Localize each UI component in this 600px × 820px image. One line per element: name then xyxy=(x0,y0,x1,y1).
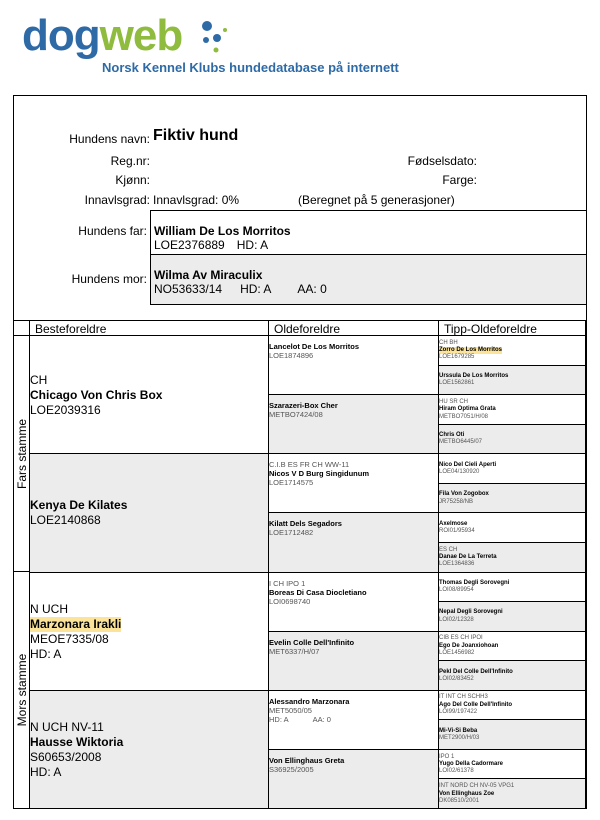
health-line xyxy=(269,715,438,724)
gen3-cell[interactable] xyxy=(439,366,586,396)
title-line: ES CH xyxy=(439,546,458,553)
title-line: N UCH NV-11 xyxy=(30,719,104,734)
sire-hd: HD: A xyxy=(236,238,269,252)
reg-number: LOI02/61378 xyxy=(439,768,474,775)
title-line: I CH IPO 1 xyxy=(269,578,306,588)
dam-label: Hundens mor: xyxy=(71,272,147,286)
dog-name-link[interactable]: Danae De La Terreta xyxy=(439,554,497,561)
reg-number: METBO7051/H/08 xyxy=(439,413,489,420)
gen2-cell[interactable] xyxy=(269,691,439,750)
dog-name-link[interactable]: Ego De Joanxiohoan xyxy=(439,642,499,649)
reg-number: LOI0698740 xyxy=(269,596,311,606)
title-line: C.I.B ES FR CH WW-11 xyxy=(269,460,350,470)
reg-number: LOI08/89954 xyxy=(439,587,474,594)
cell-content xyxy=(30,373,268,418)
dog-name-link[interactable]: Ago Del Colle Dell'Infinito xyxy=(439,701,513,708)
reg-number: LOE1712482 xyxy=(269,528,314,538)
dog-name-link[interactable]: Nepal Degli Sorovegni xyxy=(439,609,503,616)
aa-value: AA: 0 xyxy=(312,714,331,724)
cell-content xyxy=(439,635,585,657)
reg-number: MET2900/H/03 xyxy=(439,735,480,742)
title-line: CIB ES CH IPOI xyxy=(439,635,483,642)
cell-content xyxy=(439,728,585,743)
hd-value: HD: A xyxy=(30,764,62,779)
dog-name-link[interactable]: Von Ellinghaus Greta xyxy=(269,755,345,765)
dog-name-link[interactable]: Zorro De Los Morritos xyxy=(439,347,503,354)
gen3-cell[interactable] xyxy=(439,484,586,514)
title-line: CH BH xyxy=(439,339,458,346)
dog-name-link[interactable]: Hausse Wiktoria xyxy=(30,734,124,749)
inbreeding-note: (Beregnet på 5 generasjoner) xyxy=(298,193,455,207)
dam-side-label: Mors stamme xyxy=(14,653,29,727)
dog-name-link[interactable]: Nicos V D Burg Singidunum xyxy=(269,469,370,479)
sire-reg: LOE2376889 xyxy=(154,238,225,252)
title-line: N UCH xyxy=(30,601,68,616)
cell-content xyxy=(269,401,438,419)
hd-value: HD: A xyxy=(30,646,62,661)
cell-content xyxy=(439,340,585,362)
dam-aa: AA: 0 xyxy=(297,282,327,296)
cell-content xyxy=(439,694,585,716)
dogweb-logo[interactable] xyxy=(22,10,442,80)
header-great-great-grandparents: Tipp-Oldeforeldre xyxy=(439,320,586,336)
cell-content xyxy=(269,342,438,360)
dam-box[interactable] xyxy=(150,254,587,305)
title-line: IT INT CH SCHH3 xyxy=(439,694,488,701)
gen3-cell[interactable] xyxy=(439,661,586,691)
cell-content xyxy=(30,498,268,528)
header-great-grandparents: Oldeforeldre xyxy=(269,320,439,336)
cell-content xyxy=(439,669,585,684)
dog-name-link[interactable]: Urssula De Los Morritos xyxy=(439,372,509,379)
title-line: CH xyxy=(30,372,48,387)
reg-number: LOE2039316 xyxy=(30,402,101,417)
title-line: INT NORD CH NV-05 VPG1 xyxy=(439,783,515,790)
dam-hd: HD: A xyxy=(240,282,272,296)
gen3-cell[interactable] xyxy=(439,720,586,750)
dog-name-link[interactable]: Mi-Vi-Si Beba xyxy=(439,727,478,734)
reg-label: Reg.nr: xyxy=(110,154,150,168)
reg-number: LOE2140868 xyxy=(30,513,101,528)
header-grandparents: Besteforeldre xyxy=(30,320,269,336)
gen3-cell[interactable] xyxy=(439,336,586,366)
sex-label: Kjønn: xyxy=(115,173,150,187)
gen1-cell[interactable] xyxy=(30,336,269,454)
cell-content xyxy=(269,460,438,487)
cell-content xyxy=(439,609,585,624)
reg-number: LOE1364836 xyxy=(439,561,475,568)
dog-name-link[interactable]: Evelin Colle Dell'Infinito xyxy=(269,637,355,647)
gen3-cell[interactable] xyxy=(439,573,586,603)
gen3-cell[interactable] xyxy=(439,454,586,484)
cell-content xyxy=(439,547,585,569)
reg-number: LOE04/130920 xyxy=(439,469,480,476)
cell-content xyxy=(439,491,585,506)
cell-content xyxy=(439,432,585,447)
dog-name: Fiktiv hund xyxy=(153,127,239,144)
inbreeding-value: Innavlsgrad: 0% xyxy=(153,193,240,207)
reg-number: LOE1874896 xyxy=(269,351,314,360)
dog-name-link[interactable]: Fila Von Zogobox xyxy=(439,491,489,498)
logo-wordmark: dogweb xyxy=(22,11,183,60)
gen3-cell[interactable] xyxy=(439,779,586,809)
dog-name-link[interactable]: Kilatt Dels Segadors xyxy=(269,519,342,529)
paw-dots-icon xyxy=(197,18,237,58)
title-line: HU SR CH xyxy=(439,398,469,405)
dam-side-column xyxy=(14,572,30,809)
birth-date-label: Fødselsdato: xyxy=(407,154,477,168)
gen2-cell[interactable] xyxy=(269,632,439,691)
gen1-cell[interactable] xyxy=(30,573,269,691)
reg-number: LOE1562861 xyxy=(439,380,475,387)
cell-content xyxy=(30,720,268,780)
sire-side-column xyxy=(14,336,30,572)
cell-content xyxy=(30,602,268,662)
dog-name-link[interactable]: Axelmose xyxy=(439,520,468,527)
gen2-cell[interactable] xyxy=(269,573,439,632)
reg-number: ROI01/95934 xyxy=(439,528,475,535)
cell-content xyxy=(439,783,585,805)
color-label: Farge: xyxy=(442,173,477,187)
gen2-cell[interactable] xyxy=(269,454,439,513)
gen3-cell[interactable] xyxy=(439,750,586,780)
dog-name-link[interactable]: Nico Del Cieli Aperti xyxy=(439,461,497,468)
header-corner xyxy=(14,320,30,336)
cell-content xyxy=(439,580,585,595)
reg-number: MET6337/H/07 xyxy=(269,646,320,656)
cell-content xyxy=(439,521,585,536)
gen3-cell[interactable] xyxy=(439,632,586,662)
gen2-cell[interactable] xyxy=(269,750,439,809)
hd-value: HD: A xyxy=(269,714,289,724)
reg-number: JR75258/NB xyxy=(439,498,474,505)
reg-number: LOI02/83452 xyxy=(439,675,474,682)
gen1-cell[interactable] xyxy=(30,454,269,572)
gen2-cell[interactable] xyxy=(269,395,439,454)
dog-name-link[interactable]: Kenya De Kilates xyxy=(30,498,128,513)
cell-content xyxy=(269,638,438,656)
dog-name-link[interactable]: Szarazeri-Box Cher xyxy=(269,401,338,411)
cell-content xyxy=(439,399,585,421)
sire-label: Hundens far: xyxy=(78,224,147,238)
gen3-cell[interactable] xyxy=(439,543,586,573)
reg-number: METBO7424/08 xyxy=(269,410,323,420)
gen3-cell[interactable] xyxy=(439,513,586,543)
sire-box[interactable] xyxy=(150,210,587,255)
reg-number: METBO6445/07 xyxy=(439,439,483,446)
reg-number: DK08510/2001 xyxy=(439,797,480,804)
cell-content xyxy=(269,519,438,537)
gen2-cell[interactable] xyxy=(269,513,439,572)
dog-name-link[interactable]: Thomas Degli Sorovegni xyxy=(439,579,510,586)
inbreeding-label: Innavlsgrad: xyxy=(84,193,150,207)
cell-content xyxy=(269,579,438,606)
reg-number: S36925/2005 xyxy=(269,764,314,774)
dog-name-link[interactable]: Yugo Della Cadormare xyxy=(439,760,504,767)
dam-reg: NO53633/14 xyxy=(154,282,223,296)
sire-side-label: Fars stamme xyxy=(14,418,29,489)
gen2-cell[interactable] xyxy=(269,336,439,395)
reg-number: LOE1714575 xyxy=(269,478,314,488)
reg-number: MET5050/05 xyxy=(269,705,312,715)
title-line: IPO 1 xyxy=(439,753,455,760)
cell-content xyxy=(269,756,438,774)
dog-name-link[interactable]: Chicago Von Chris Box xyxy=(30,387,163,402)
sire-reg-line xyxy=(154,238,586,252)
cell-content xyxy=(439,462,585,477)
dog-name-link[interactable]: Hiram Optima Grata xyxy=(439,406,496,413)
reg-number: LOE1679285 xyxy=(439,354,475,361)
reg-number: MEOE7335/08 xyxy=(30,631,109,646)
pedigree-table xyxy=(14,320,586,809)
cell-content xyxy=(269,697,438,724)
dam-reg-line xyxy=(154,282,586,296)
dog-name-link[interactable]: Chris Oti xyxy=(439,432,465,439)
gen3-cell[interactable] xyxy=(439,425,586,455)
dam-name[interactable]: Wilma Av Miraculix xyxy=(154,268,263,282)
gen3-cell[interactable] xyxy=(439,395,586,425)
dog-name-link[interactable]: Lancelot De Los Morritos xyxy=(269,342,360,351)
cell-content xyxy=(439,373,585,388)
logo-subtitle: Norsk Kennel Klubs hundedatabase på internett xyxy=(102,60,399,75)
cell-content xyxy=(439,754,585,776)
reg-number: LOI99/197422 xyxy=(439,709,478,716)
pedigree-document xyxy=(13,95,587,809)
dog-name-link[interactable]: Boreas Di Casa Diocletiano xyxy=(269,587,367,597)
sire-name[interactable]: William De Los Morritos xyxy=(154,224,291,238)
gen3-cell[interactable] xyxy=(439,691,586,721)
dog-name-link[interactable]: Alessandro Marzonara xyxy=(269,696,350,706)
dog-name-link[interactable]: Marzonara Irakli xyxy=(30,616,122,631)
reg-number: S60653/2008 xyxy=(30,749,102,764)
reg-number: LOI02/12328 xyxy=(439,616,474,623)
dog-name-link[interactable]: Von Ellinghaus Zoe xyxy=(439,790,495,797)
dog-name-label: Hundens navn: xyxy=(69,132,150,146)
gen1-cell[interactable] xyxy=(30,691,269,809)
gen3-cell[interactable] xyxy=(439,602,586,632)
dog-name-link[interactable]: Pekl Del Colle Dell'Infinito xyxy=(439,668,513,675)
reg-number: LOE1456982 xyxy=(439,650,475,657)
